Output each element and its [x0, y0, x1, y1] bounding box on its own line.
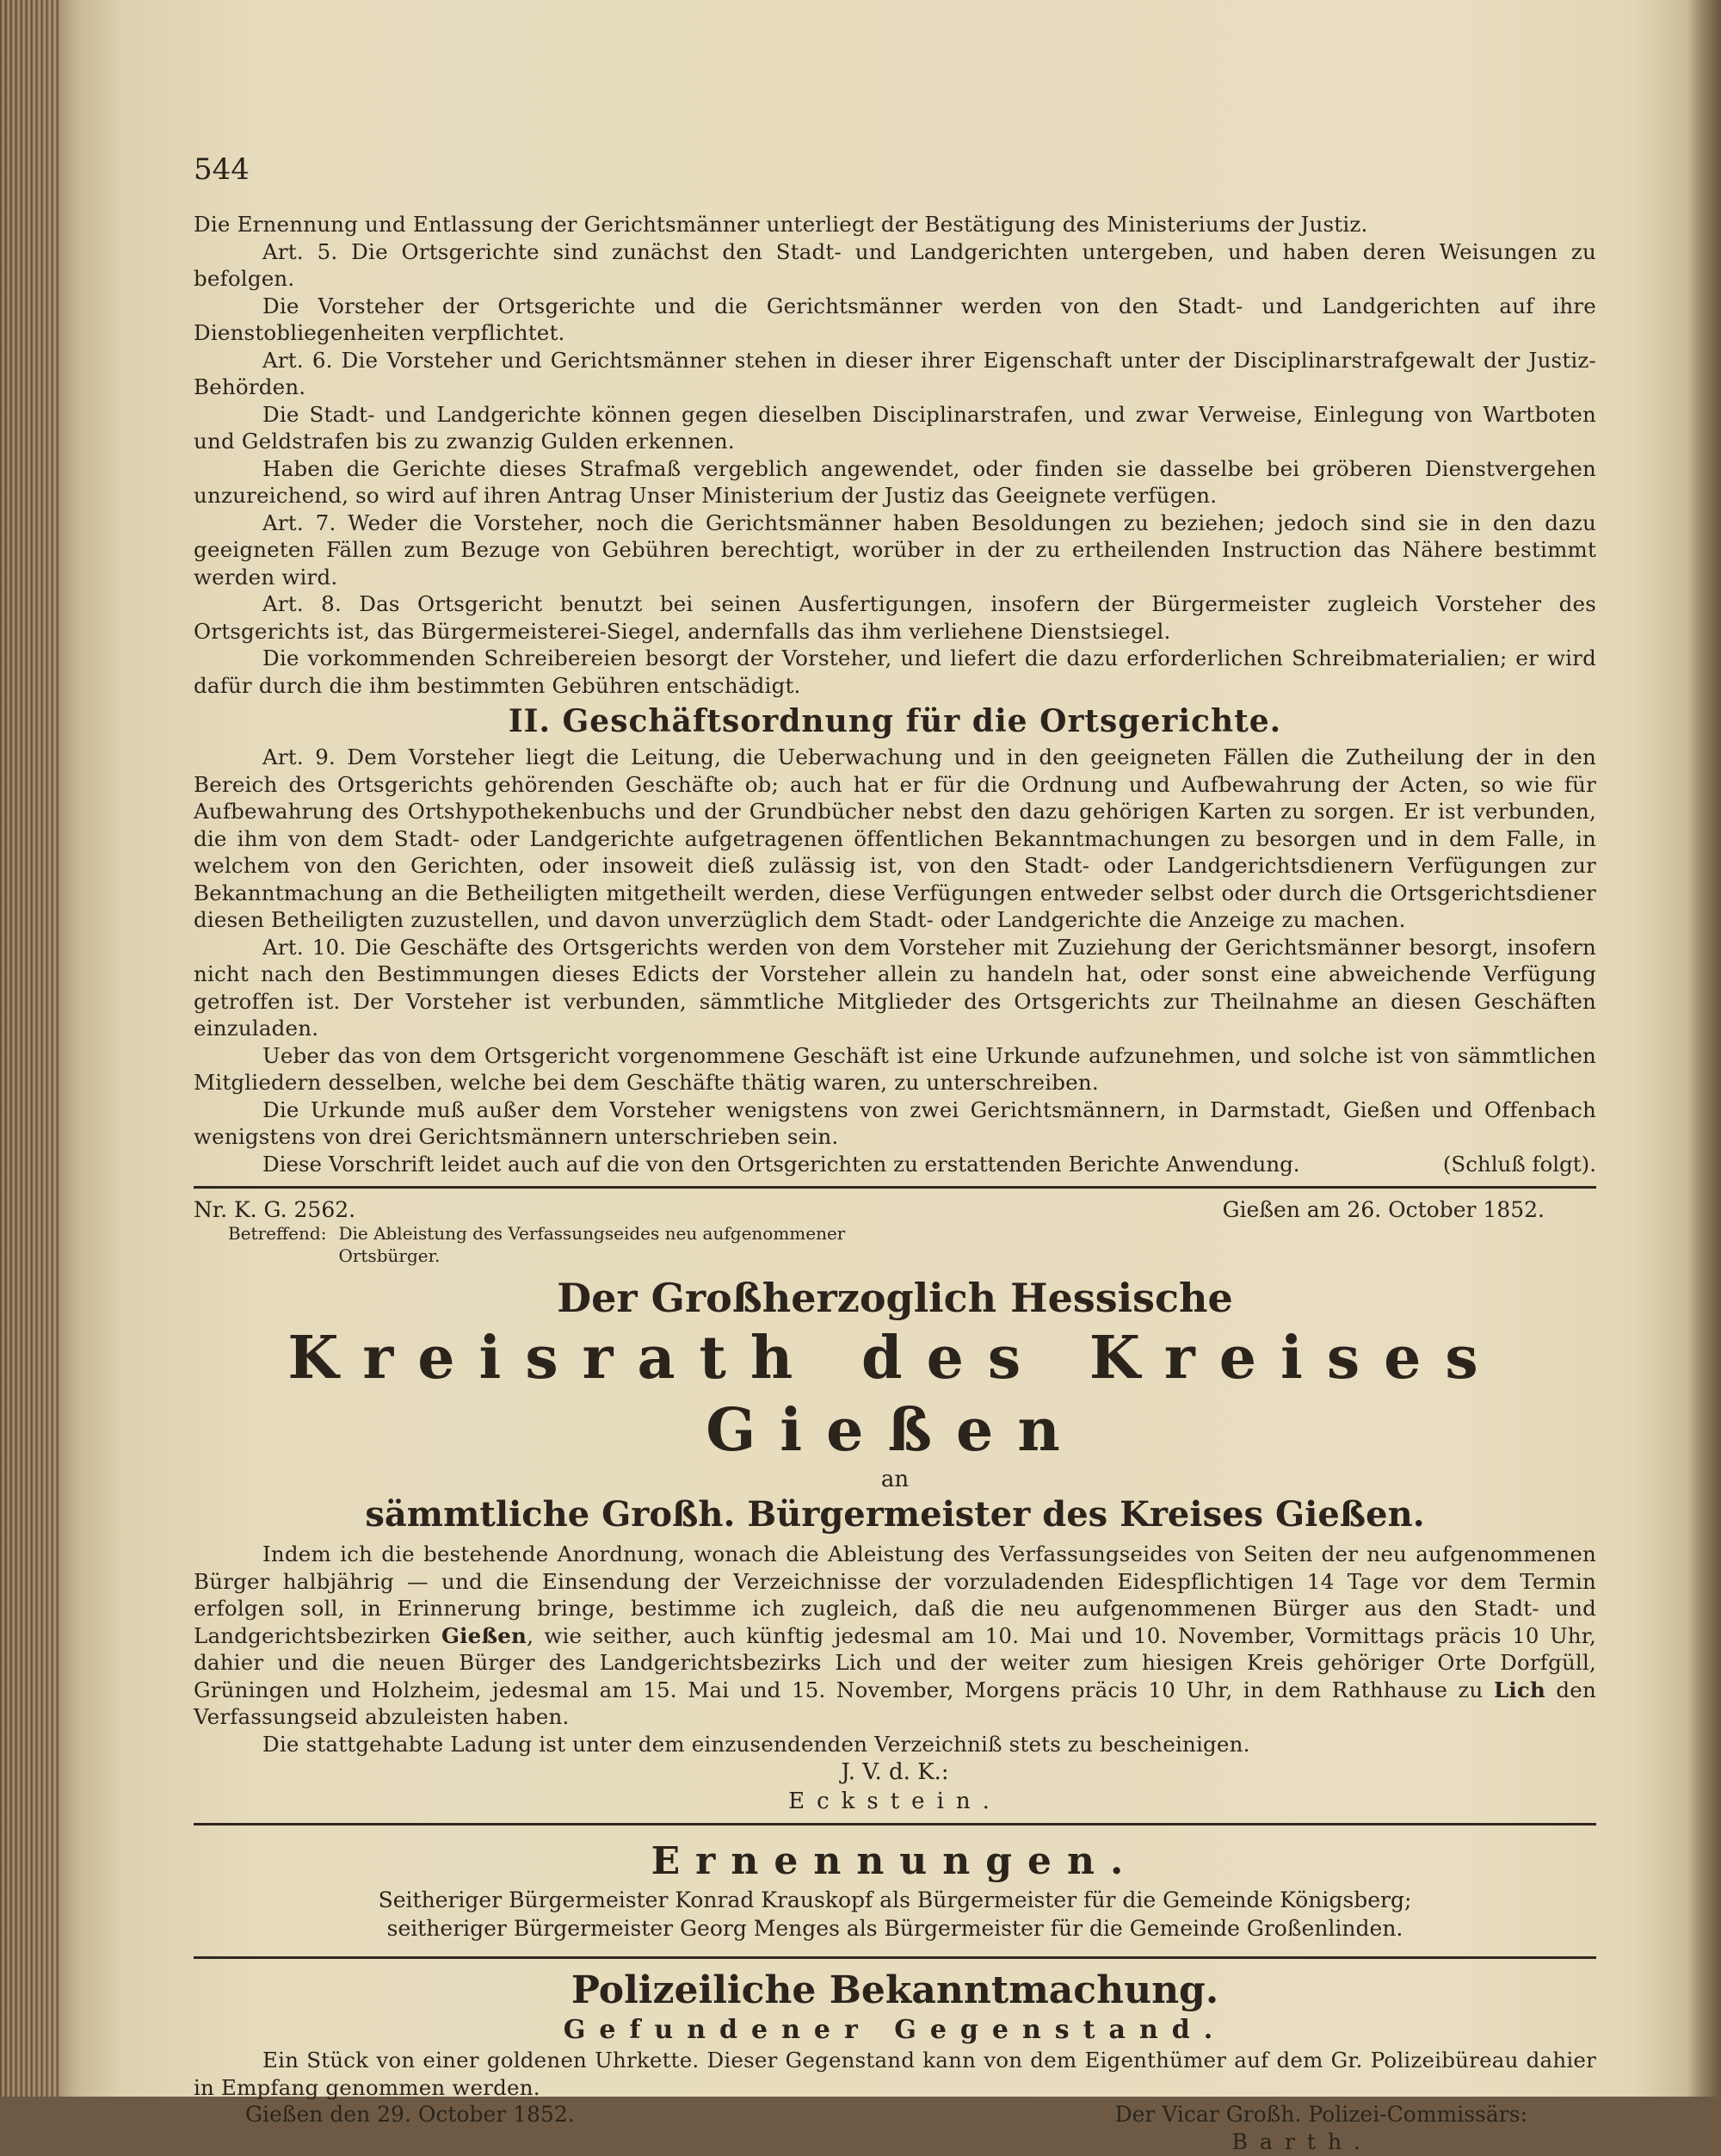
body-text: den Verfassungseid abzuleisten haben. — [194, 1677, 1596, 1729]
notice-signature-line1: J. V. d. K.: — [841, 1759, 949, 1785]
paragraph: Art. 5. Die Ortsgerichte sind zunächst den Stadt- und Landgerichten untergeben, und haben deren Weisungen zu befolgen. — [194, 238, 1596, 291]
subject-label: Betreffend: — [228, 1223, 327, 1244]
paragraph: Die Ernennung und Entlassung der Gerichtsmänner unterliegt der Bestätigung des Ministeriums der Justiz. — [194, 212, 1368, 237]
body-text: Indem ich die bestehende Anordnung, wonach die Ableistung des Verfassungseides von Seiten der neu aufgenommenen Bürger halbjährig — und die Einsendung der Verzeichnisse der vorzuladenden Eidespflichtigen 14 Tage vor dem Termin erfolgen soll, in Erinnerung bringe, bestimme ich zugleich, daß die neu aufgenommenen Bürger aus den Stadt- und Landgerichtsbezirken — [194, 1541, 1596, 1648]
notice-kreisrath — [194, 1197, 1596, 1816]
notice-subject — [228, 1222, 899, 1267]
paragraph: Ueber das von dem Ortsgericht vorgenommene Geschäft ist eine Urkunde aufzunehmen, und solche ist von sämmtlichen Mitgliedern desselben, welche bei dem Geschäfte thätig waren, zu unterschreiben. — [194, 1042, 1596, 1095]
police-body: Ein Stück von einer goldenen Uhrkette. Dieser Gegenstand kann von dem Eigenthümer auf dem Gr. Polizeibüreau dahier in Empfang genommen werden. — [194, 2048, 1596, 2100]
police-footer — [194, 2101, 1596, 2128]
divider — [194, 1186, 1596, 1189]
appointment-line: Seitheriger Bürgermeister Konrad Krauskopf als Bürgermeister für die Gemeinde Königsberg; — [378, 1887, 1412, 1912]
divider — [194, 1823, 1596, 1825]
notice-number: Nr. K. G. 2562. — [194, 1197, 356, 1222]
notice-title-line3: an — [880, 1467, 910, 1492]
police-signature-line2: Barth. — [1231, 2129, 1372, 2154]
police-heading: Polizeiliche Bekanntmachung. — [571, 1968, 1219, 2012]
paragraph: Die Vorsteher der Ortsgerichte und die Gerichtsmänner werden von den Stadt- und Landgerichten auf ihre Dienstobliegenheiten verpflichtet. — [194, 293, 1596, 345]
paragraph: Die vorkommenden Schreibereien besorgt der Vorsteher, und liefert die dazu erforderlichen Schreibmaterialien; er wird dafür durch die ihm bestimmten Gebühren entschädigt. — [194, 646, 1596, 698]
emphasis-giessen: Gießen — [441, 1622, 527, 1648]
paragraph: Art. 6. Die Vorsteher und Gerichtsmänner stehen in dieser ihrer Eigenschaft unter der Disciplinarstrafgewalt der Justiz-Behörden. — [194, 347, 1596, 399]
paragraph: Art. 10. Die Geschäfte des Ortsgerichts werden von dem Vorsteher mit Zuziehung der Gerichtsmänner besorgt, insofern nicht nach den Bestimmungen dieses Edicts der Vorsteher allein zu handeln hat, oder sonst eine abweichende Verfügung getroffen ist. Der Vorsteher ist verbunden, sämmtliche Mitglieder des Ortsgerichts zur Theilnahme an diesen Geschäften einzuladen. — [194, 934, 1596, 1041]
notice-title-line2: Kreisrath des Kreises Gießen — [287, 1324, 1502, 1465]
book-page-edges — [0, 0, 60, 2097]
appointment-line: seitheriger Bürgermeister Georg Menges als Bürgermeister für die Gemeinde Großenlinden. — [386, 1916, 1403, 1941]
divider — [194, 1956, 1596, 1959]
section-heading: II. Geschäftsordnung für die Ortsgerichte. — [508, 703, 1282, 739]
paragraph: Art. 8. Das Ortsgericht benutzt bei seinen Ausfertigungen, insofern der Bürgermeister zugleich Vorsteher des Ortsgerichts ist, das Bürgermeisterei-Siegel, andernfalls das ihm verliehene Dienstsiegel. — [194, 591, 1596, 644]
notice-signature-line2: Eckstein. — [788, 1788, 1002, 1814]
last-line-row — [194, 1151, 1596, 1178]
police-subheading: Gefundener Gegenstand. — [563, 2015, 1227, 2045]
notice-title-line1: Der Großherzoglich Hessische — [557, 1275, 1233, 1321]
notice-title-line4: sämmtliche Großh. Bürgermeister des Kreises Gießen. — [365, 1494, 1425, 1535]
emphasis-lich: Lich — [1493, 1677, 1546, 1702]
notice-place-date: Gießen am 26. October 1852. — [1222, 1197, 1545, 1222]
section-geschaeftsordnung — [194, 744, 1596, 1177]
notice-header — [194, 1197, 1596, 1222]
police-signature-line1: Der Vicar Großh. Polizei-Commissärs: — [1114, 2102, 1527, 2127]
right-page-shadow — [1687, 0, 1721, 2097]
notice-body — [194, 1541, 1596, 1731]
paragraph: Diese Vorschrift leidet auch auf die von den Ortsgerichten zu erstattenden Berichte Anwendung. — [262, 1151, 1300, 1177]
police-notice — [194, 1968, 1596, 2156]
notice-body2: Die stattgehabte Ladung ist unter dem einzusendenden Verzeichniß stets zu bescheinigen. — [262, 1731, 1250, 1757]
paragraph: Art. 9. Dem Vorsteher liegt die Leitung, die Ueberwachung und in den geeigneten Fällen die Zutheilung der in den Bereich des Ortsgerichts gehörenden Geschäfte ob; auch hat er für die Ordnung und Aufbewahrung der Acten, so wie für Aufbewahrung des Ortshypothekenbuchs und der Grundbücher nebst den dazu gehörigen Karten zu sorgen. Er ist verbunden, die ihm von dem Stadt- oder Landgerichte aufgetragenen öffentlichen Bekanntmachungen zu besorgen und in dem Falle, in welchem von den Gerichten, oder insoweit dieß zulässig ist, von den Stadt- oder Landgerichtsdienern Verfügungen zur Bekanntmachung an die Betheiligten mitgetheilt werden, diese Verfügungen entweder selbst oder durch die Ortsgerichtsdiener diesen Betheiligten zuzustellen, und davon unverzüglich dem Stadt- oder Landgerichte die Anzeige zu machen. — [194, 744, 1596, 932]
appointments-heading: Ernennungen. — [651, 1839, 1139, 1883]
section-ortsgerichte-articles — [194, 211, 1596, 699]
paragraph: Die Stadt- und Landgerichte können gegen dieselben Disciplinarstrafen, und zwar Verweise, Einlegung von Wartboten und Geldstrafen bis zu zwanzig Gulden erkennen. — [194, 401, 1596, 454]
paragraph: Art. 7. Weder die Vorsteher, noch die Gerichtsmänner haben Besoldungen zu beziehen; jedoch sind sie in den dazu geeigneten Fällen zum Bezuge von Gebühren berechtigt, worüber in der zu ertheilenden Instruction das Nähere bestimmt werden wird. — [194, 510, 1596, 590]
subject-text: Die Ableistung des Verfassungseides neu aufgenommener Ortsbürger. — [338, 1223, 846, 1266]
body-text: , wie seither, auch künftig jedesmal am 10. Mai und 10. November, Vormittags präcis 10 Uhr, dahier und die neuen Bürger des Landgerichtsbezirks Lich und der weiter zum hiesigen Kreis gehöriger Orte Dorfgüll, Grüningen und Holzheim, jedesmal am 15. Mai und 15. November, Morgens präcis 10 Uhr, in dem Rathhause zu — [194, 1622, 1596, 1702]
page-number: 544 — [194, 152, 250, 187]
continuation-note: (Schluß folgt). — [1442, 1151, 1596, 1177]
police-place-date: Gießen den 29. October 1852. — [245, 2102, 575, 2127]
page-content — [194, 142, 1596, 2156]
appointments-section — [194, 1838, 1596, 1943]
paragraph: Die Urkunde muß außer dem Vorsteher wenigstens von zwei Gerichtsmännern, in Darmstadt, Gießen und Offenbach wenigstens von drei Gerichtsmännern unterschrieben sein. — [194, 1097, 1596, 1149]
paragraph: Haben die Gerichte dieses Strafmaß vergeblich angewendet, oder finden sie dasselbe bei gröberen Dienstvergehen unzureichend, so wird auf ihren Antrag Unser Ministerium der Justiz das Geeignete verfügen. — [194, 455, 1596, 508]
